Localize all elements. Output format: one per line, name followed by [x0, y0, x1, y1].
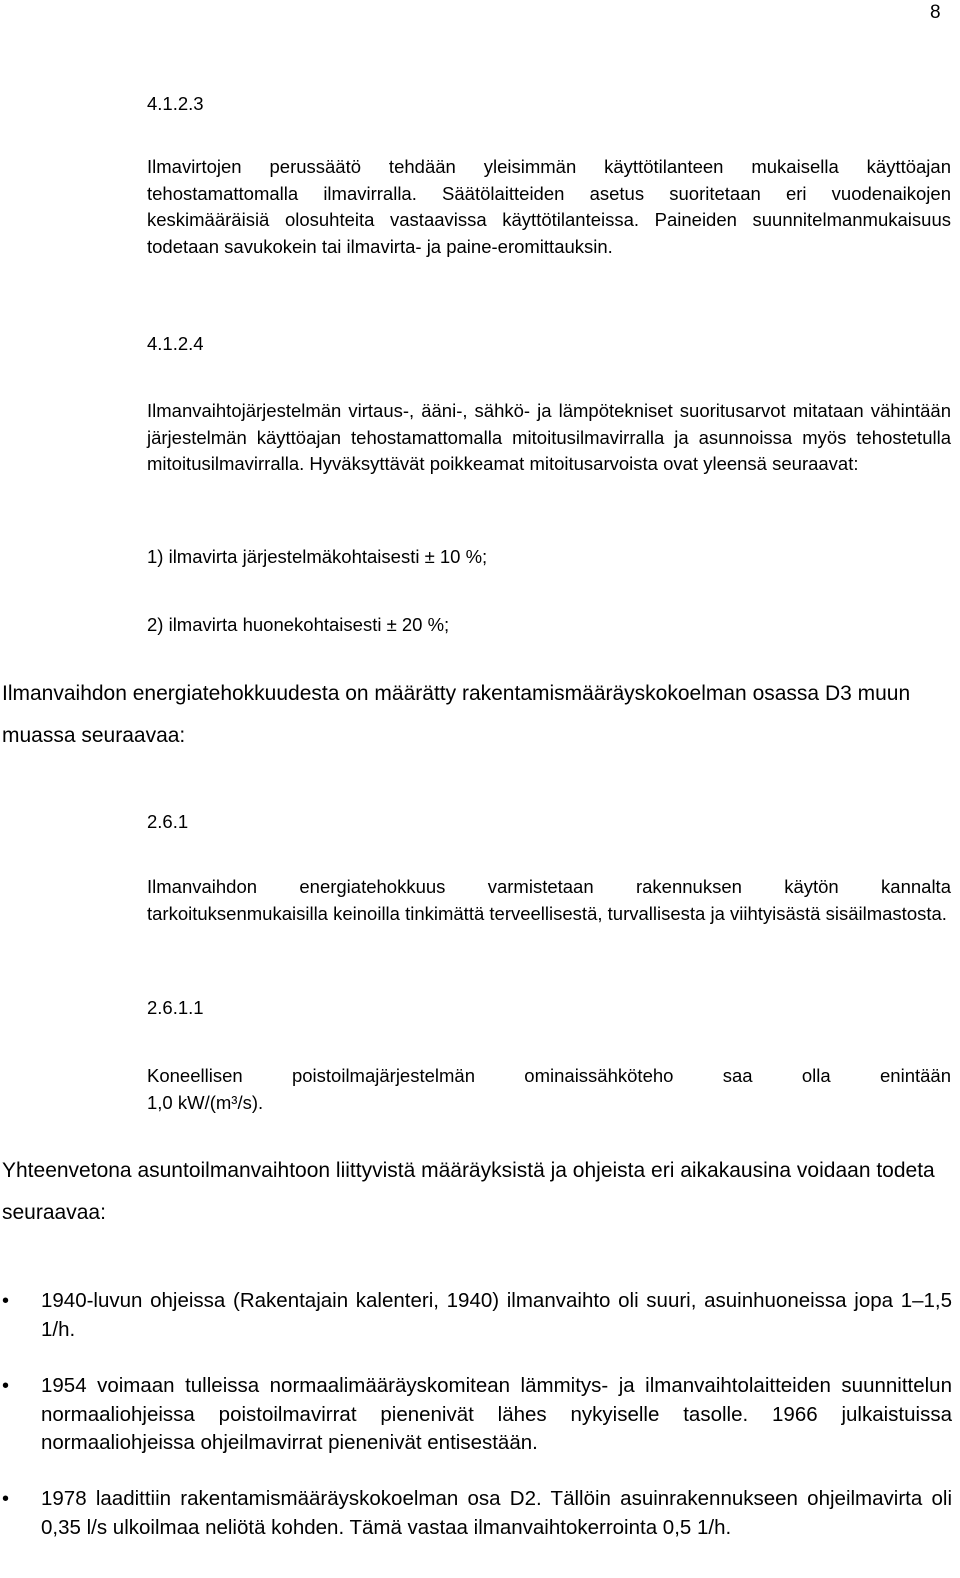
bullet-text: 1978 laadittiin rakentamismääräyskokoelman osa D2. Tällöin asuinrakennukseen ohjeilmavirta oli 0,35 l/s ulkoilmaa neliötä kohden. Tämä vastaa ilmanvaihtokerrointa 0,5 1/h.	[41, 1487, 952, 1539]
section-text-4123: Ilmavirtojen perussäätö tehdään yleisimmän käyttötilanteen mukaisella käyttöajan tehostamattomalla ilmavirralla. Säätölaitteiden asetus suoritetaan eri vuodenaikojen keskimääräisiä olosuhteita vastaavissa käyttötilanteissa. Paineiden suunnitelmanmukaisuus todetaan savukokein tai ilmavirta- ja paine-eromittauksin.	[147, 156, 951, 257]
bullet-icon: •	[2, 1290, 10, 1312]
bullet-text: 1954 voimaan tulleissa normaalimääräyskomitean lämmitys- ja ilmanvaihtolaitteiden suunnittelun normaaliohjeissa poistoilmavirrat pienenivät lähes nykyiselle tasolle. 1966 julkaistuissa normaaliohjeissa ohjeilmavirrat pienenivät entisestään.	[41, 1374, 952, 1454]
summary-intro-paragraph: Yhteenvetona asuntoilmanvaihtoon liittyvistä määräyksistä ja ohjeista eri aikakausina voidaan todeta seuraavaa:	[2, 1159, 935, 1224]
section-heading-2611: 2.6.1.1	[147, 997, 204, 1018]
bullet-icon: •	[2, 1375, 10, 1397]
section-text-4124: Ilmanvaihtojärjestelmän virtaus-, ääni-, sähkö- ja lämpötekniset suoritusarvot mitataan vähintään järjestelmän käyttöajan tehostamattomalla mitoitusilmavirralla ja asunnoissa myös tehostetulla mitoitusilmavirralla. Hyväksyttävät poikkeamat mitoitusarvoista ovat yleensä seuraavat:	[147, 400, 951, 474]
section-text-2611-line1: Koneellisen poistoilmajärjestelmän ominaissähköteho saa olla enintään	[147, 1065, 951, 1086]
section-text-2611	[147, 1063, 951, 1116]
tolerance-item-1: 1) ilmavirta järjestelmäkohtaisesti ± 10 %;	[147, 546, 488, 567]
section-heading-4124: 4.1.2.4	[147, 333, 204, 354]
section-heading-4123: 4.1.2.3	[147, 93, 204, 114]
section-text-261: Ilmanvaihdon energiatehokkuus varmistetaan rakennuksen käytön kannalta tarkoituksenmukaisilla keinoilla tinkimättä terveellisestä, turvallisesta ja viihtyisästä sisäilmastosta.	[147, 876, 951, 924]
bullet-text: 1940-luvun ohjeissa (Rakentajain kalenteri, 1940) ilmanvaihto oli suuri, asuinhuoneissa jopa 1–1,5 1/h.	[41, 1289, 952, 1341]
section-heading-261: 2.6.1	[147, 811, 189, 832]
section-text-2611-line2: 1,0 kW/(m³/s).	[147, 1091, 264, 1113]
page-number: 8	[930, 2, 941, 23]
tolerance-item-2: 2) ilmavirta huonekohtaisesti ± 20 %;	[147, 614, 450, 635]
bullet-icon: •	[2, 1488, 10, 1510]
d3-intro-paragraph: Ilmanvaihdon energiatehokkuudesta on määrätty rakentamismääräyskokoelman osassa D3 muun muassa seuraavaa:	[2, 682, 911, 747]
